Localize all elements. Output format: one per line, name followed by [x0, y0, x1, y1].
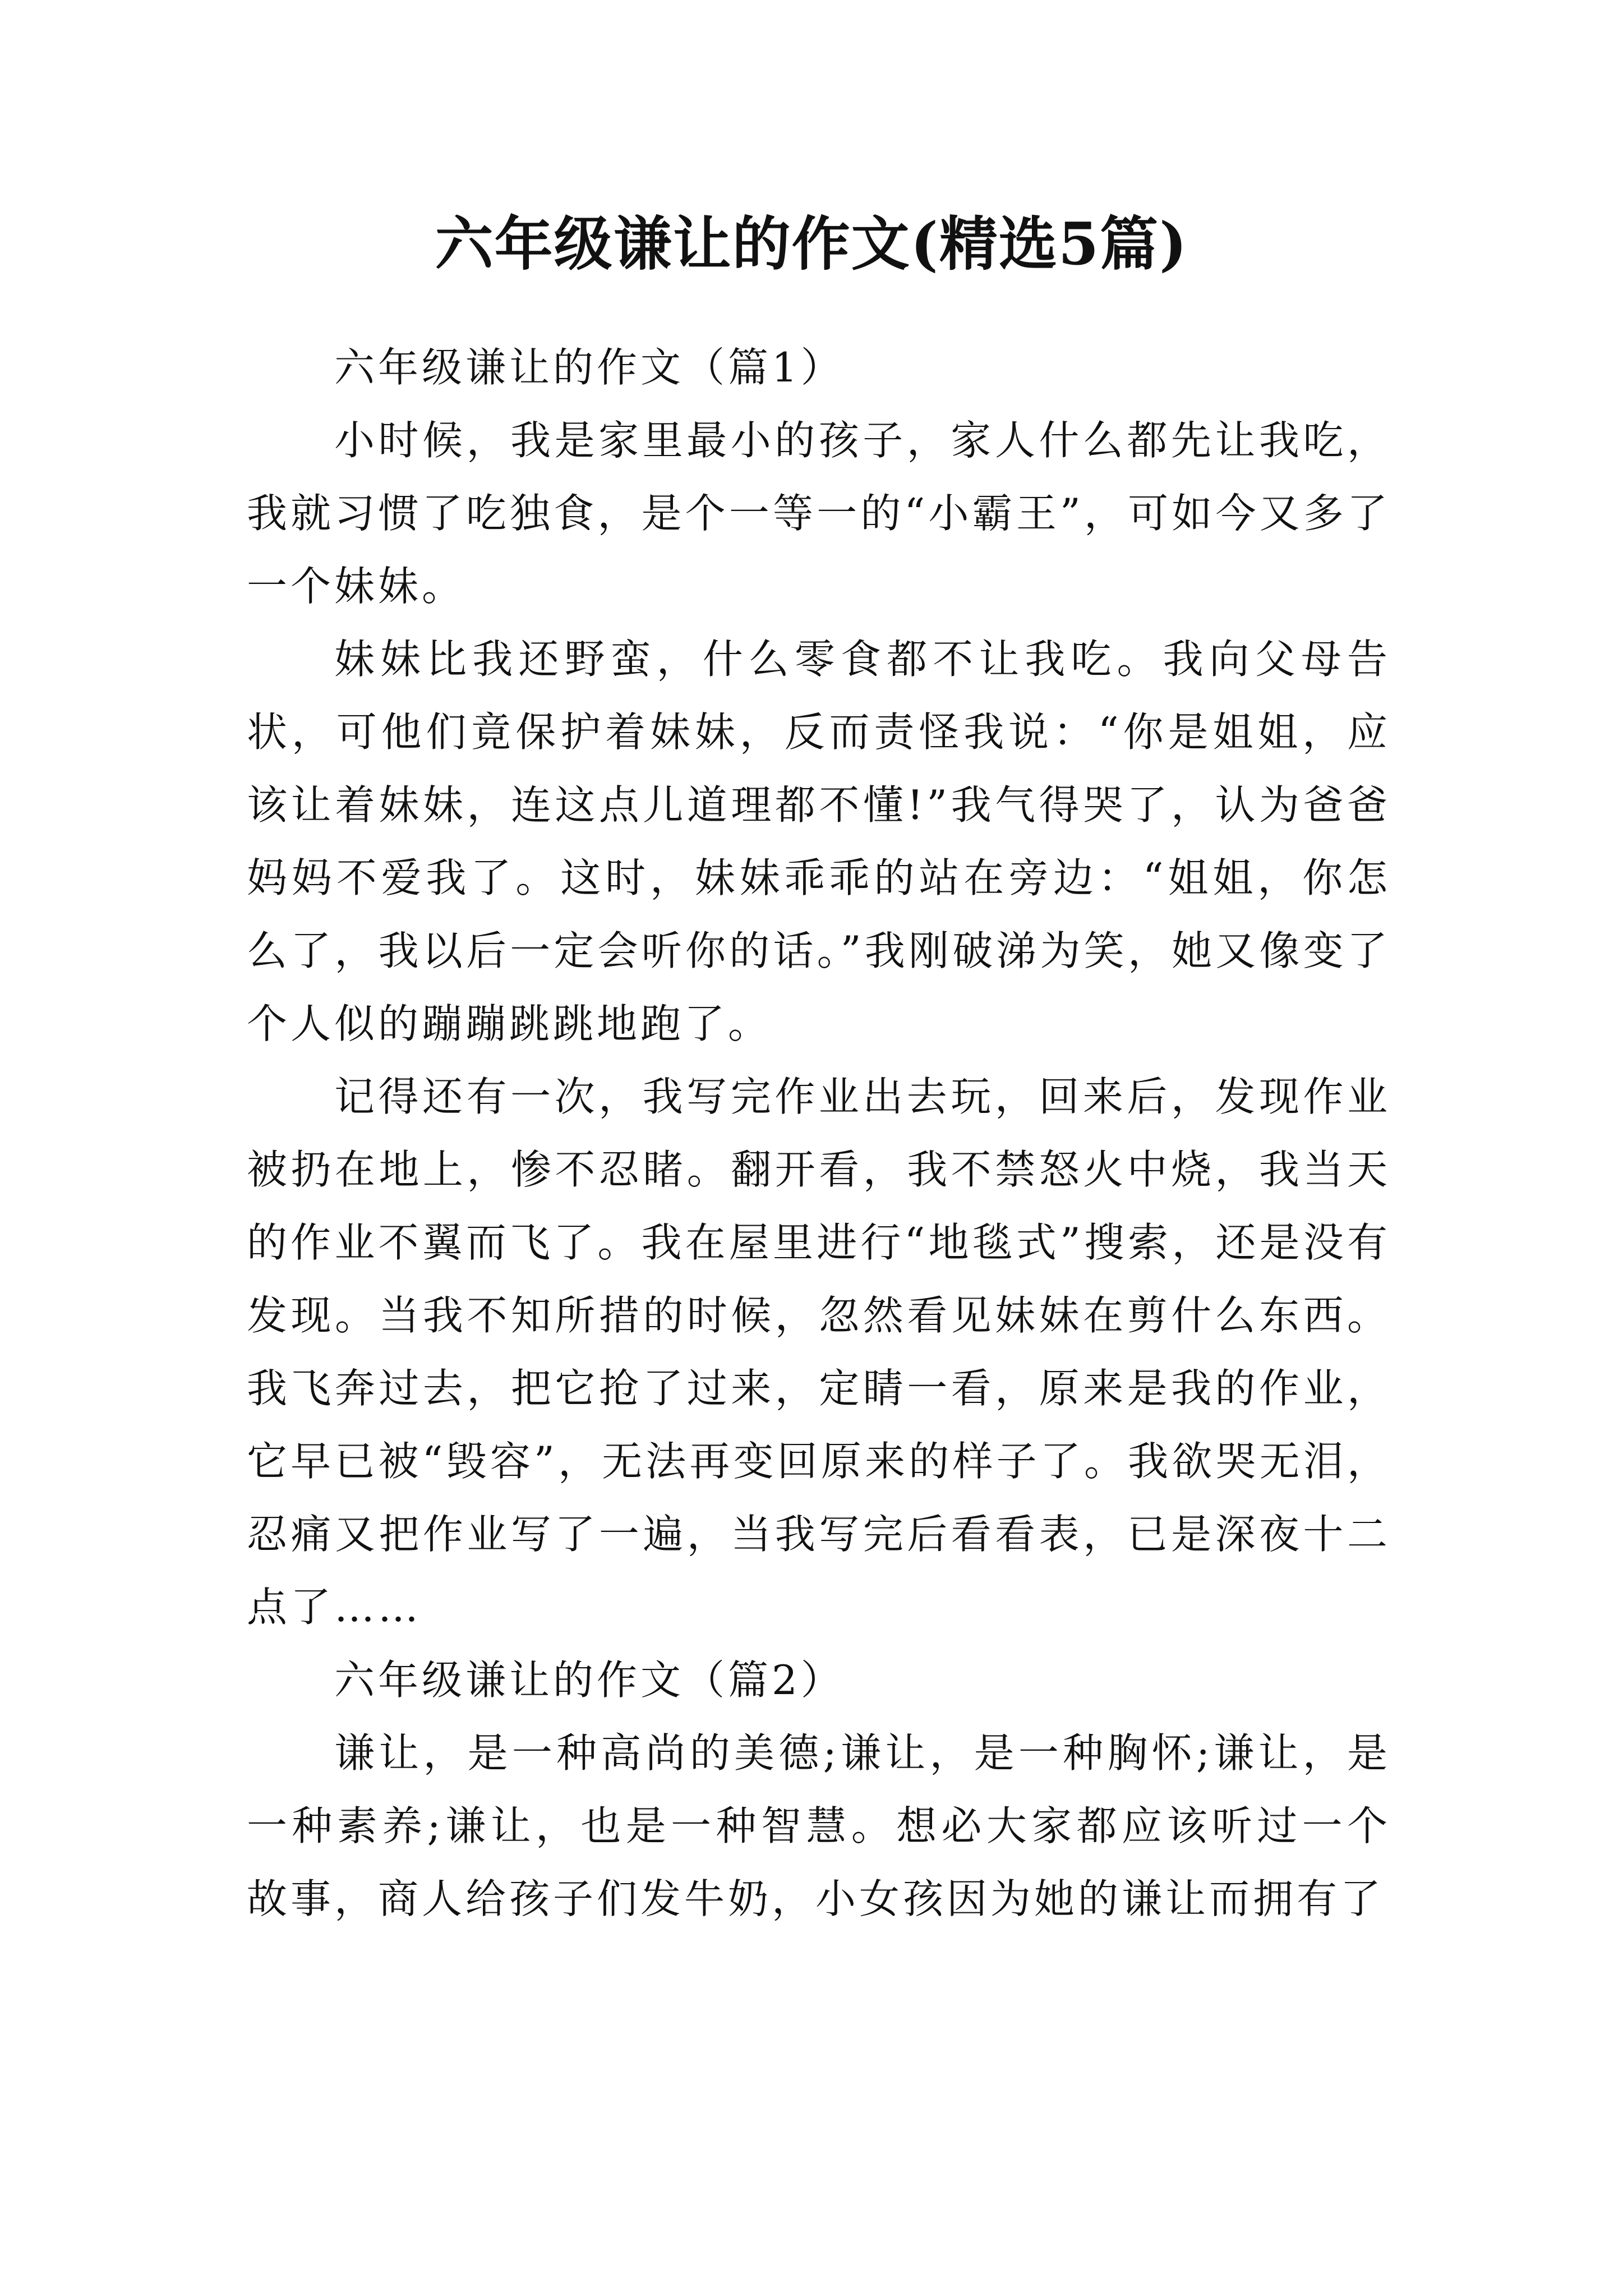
- document-title: 六年级谦让的作文(精选5篇): [435, 209, 1188, 278]
- section-heading: 六年级谦让的作文（篇1）: [334, 344, 845, 391]
- paragraph: 记得还有一次，我写完作业出去玩，回来后，发现作业被扔在地上，惨不忍睹。翻开看，我不禁怒火中烧，我当天的作业不翼而飞了。我在屋里进行“地毯式”搜索，还是没有发现。当我不知所措的时候，忽然看见妹妹在剪什么东西。我飞奔过去，把它抢了过来，定睛一看，原来是我的作业，它早已被“毁容”，无法再变回原来的样子了。我欲哭无泪，忍痛又把作业写了一遍，当我写完后看看表，已是深夜十二点了……: [247, 1073, 1391, 1631]
- paragraph: 谦让，是一种高尚的美德;谦让，是一种胸怀;谦让，是一种素养;谦让，也是一种智慧。想必大家都应该听过一个故事，商人给孩子们发牛奶，小女孩因为她的谦让而拥有了: [247, 1729, 1391, 1922]
- paragraph: 妹妹比我还野蛮，什么零食都不让我吃。我向父母告状，可他们竟保护着妹妹，反而责怪我说：“你是姐姐，应该让着妹妹，连这点儿道理都不懂!”我气得哭了，认为爸爸妈妈不爱我了。这时，妹妹乖乖的站在旁边：“姐姐，你怎么了，我以后一定会听你的话。”我刚破涕为笑，她又像变了个人似的蹦蹦跳跳地跑了。: [247, 636, 1391, 1047]
- section-heading: 六年级谦让的作文（篇2）: [334, 1657, 845, 1704]
- paragraph: 小时候，我是家里最小的孩子，家人什么都先让我吃，我就习惯了吃独食，是个一等一的“小霸王”，可如今又多了一个妹妹。: [247, 417, 1391, 610]
- document-body: [247, 331, 1391, 1935]
